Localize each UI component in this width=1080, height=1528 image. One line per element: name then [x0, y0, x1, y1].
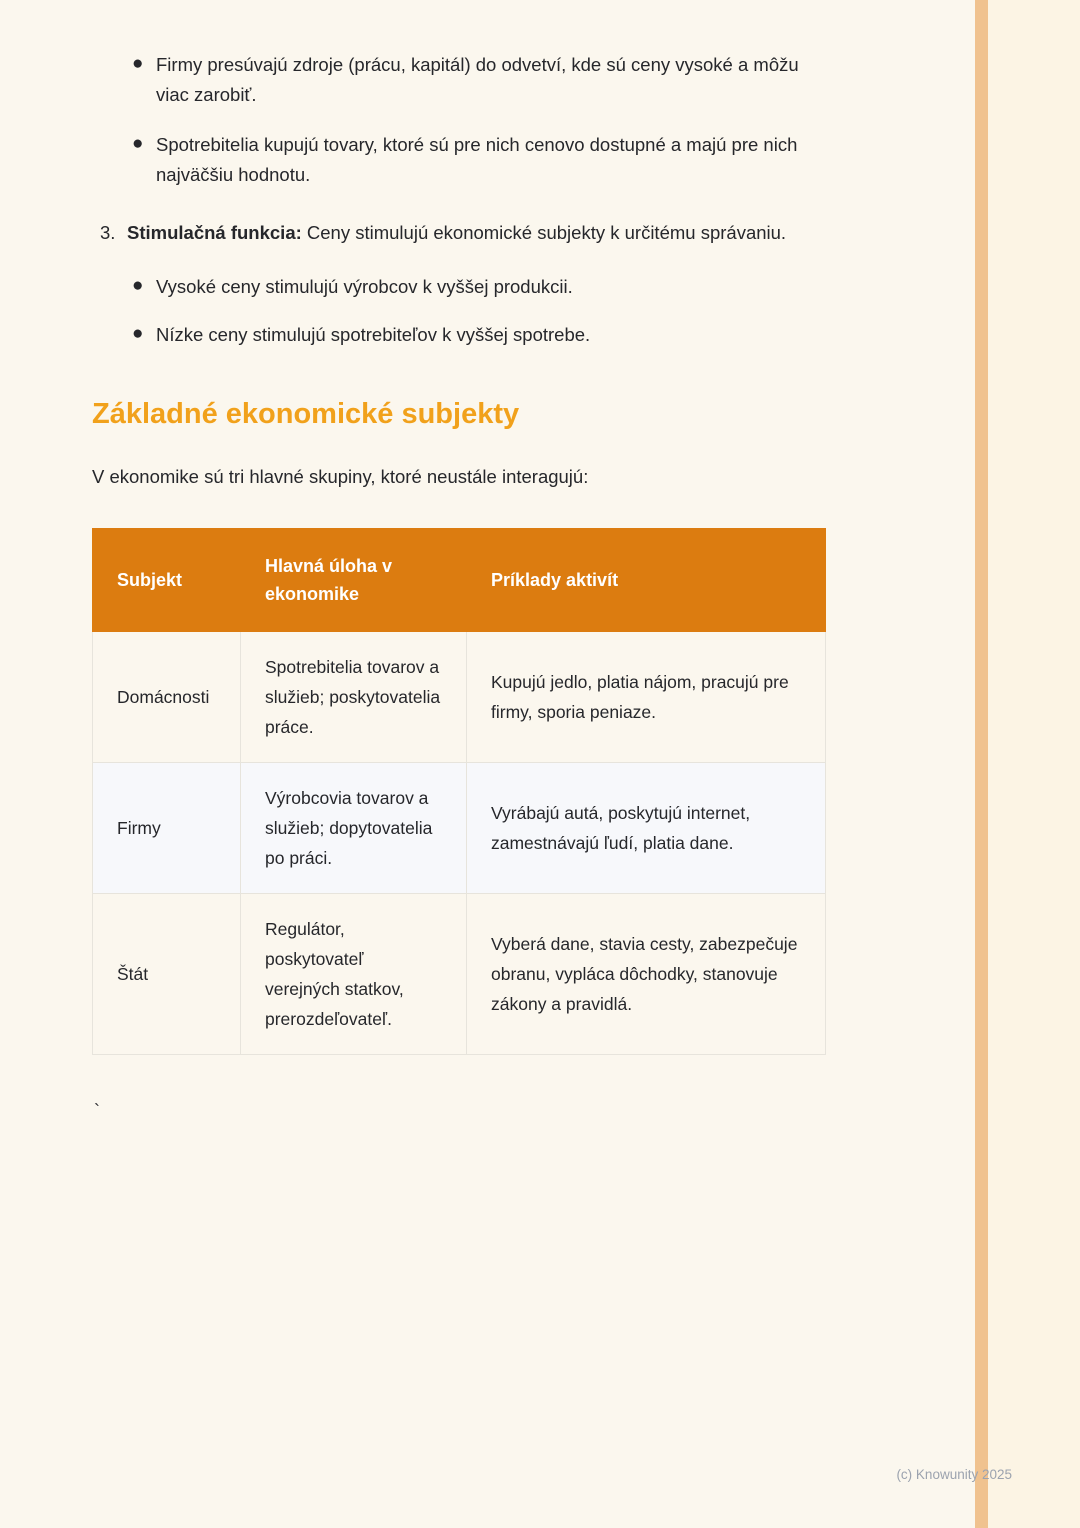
- page-right-margin: [988, 0, 1080, 1528]
- table-row: [93, 894, 826, 1055]
- table-row: [93, 763, 826, 894]
- table-header-row: [93, 529, 826, 632]
- table-row: [93, 632, 826, 763]
- cell-examples: Kupujú jedlo, platia nájom, pracujú pre firmy, sporia peniaze.: [467, 632, 826, 763]
- bullet-item: [132, 320, 832, 350]
- bullet-text: Vysoké ceny stimulujú výrobcov k vyššej produkcii.: [156, 276, 573, 297]
- bullet-list-top: [92, 50, 975, 190]
- cell-subject: Štát: [93, 894, 241, 1055]
- cell-examples: Vyrábajú autá, poskytujú internet, zamestnávajú ľudí, platia dane.: [467, 763, 826, 894]
- bullet-text: Spotrebitelia kupujú tovary, ktoré sú pre nich cenovo dostupné a majú pre nich najväčšiu hodnotu.: [156, 134, 798, 185]
- bullet-list-sub: [92, 272, 975, 350]
- bullet-text: Nízke ceny stimulujú spotrebiteľov k vyššej spotrebe.: [156, 324, 591, 345]
- bullet-text: Firmy presúvajú zdroje (prácu, kapitál) do odvetví, kde sú ceny vysoké a môžu viac zarobiť.: [156, 54, 799, 105]
- table-header-examples: Príklady aktivít: [467, 529, 826, 632]
- subjects-table: [92, 528, 826, 1055]
- cell-role: Regulátor, poskytovateľ verejných statkov, prerozdeľovateľ.: [241, 894, 467, 1055]
- numbered-item-body: Ceny stimulujú ekonomické subjekty k určitému správaniu.: [306, 222, 787, 243]
- cell-role: Spotrebitelia tovarov a služieb; poskytovatelia práce.: [241, 632, 467, 763]
- table-header-role: Hlavná úloha v ekonomike: [241, 529, 467, 632]
- cell-subject: Domácnosti: [93, 632, 241, 763]
- table-header-subject: Subjekt: [93, 529, 241, 632]
- bullet-marker: ●: [132, 53, 144, 74]
- decorative-stripe: [975, 0, 988, 1528]
- cell-subject: Firmy: [93, 763, 241, 894]
- bullet-marker: ●: [132, 275, 144, 296]
- numbered-item: [100, 218, 975, 248]
- footer-credit: (c) Knowunity 2025: [896, 1467, 1012, 1482]
- bullet-item: [132, 272, 832, 302]
- intro-paragraph: V ekonomike sú tri hlavné skupiny, ktoré neustále interagujú:: [92, 466, 589, 487]
- bullet-marker: ●: [132, 133, 144, 154]
- cell-examples: Vyberá dane, stavia cesty, zabezpečuje obranu, vypláca dôchodky, stanovuje zákony a pravidlá.: [467, 894, 826, 1055]
- stray-character: `: [94, 1101, 100, 1121]
- numbered-item-number: 3.: [100, 222, 116, 243]
- section-heading: Základné ekonomické subjekty: [92, 398, 520, 430]
- bullet-item: [132, 130, 832, 190]
- bullet-item: [132, 50, 832, 110]
- numbered-item-text: [127, 218, 786, 248]
- numbered-item-bold-label: Stimulačná funkcia:: [127, 222, 302, 243]
- bullet-marker: ●: [132, 323, 144, 344]
- cell-role: Výrobcovia tovarov a služieb; dopytovatelia po práci.: [241, 763, 467, 894]
